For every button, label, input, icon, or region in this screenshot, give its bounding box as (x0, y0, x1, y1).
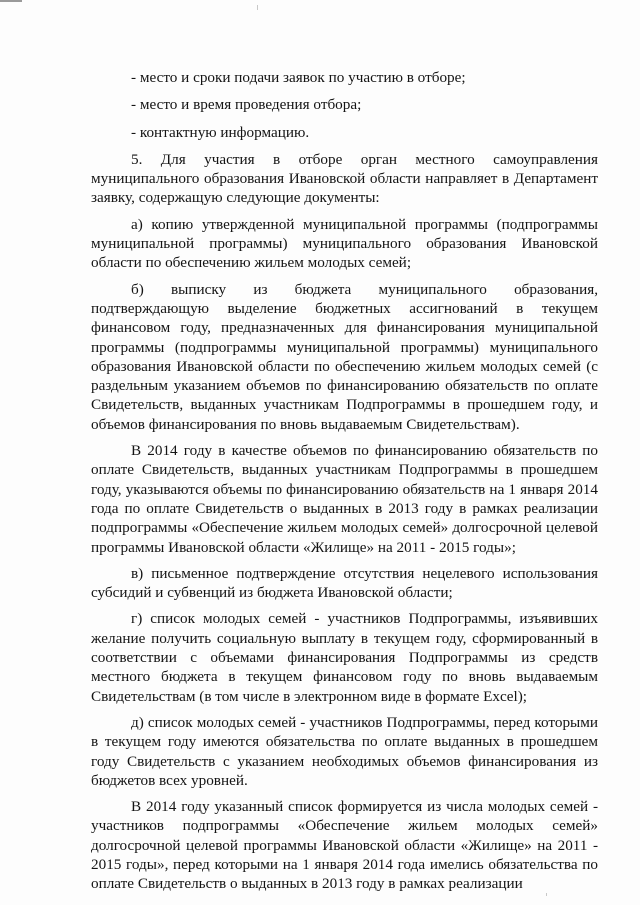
paragraph-2014-obligations: В 2014 году в качестве объемов по финансированию обязательств по оплате Свидетельств, выданных участникам Подпрограммы в прошедшем году, указываются объемы по финансированию обязательств на 1 января 2014 года по оплате Свидетельств о выданных в 2013 году в рамках реализации подпрограммы «Обеспечение жильем молодых семей» долгосрочной целевой программы Ивановской области «Жилище» на 2011 - 2015 годы»; (91, 442, 598, 556)
scan-speck (257, 5, 258, 10)
paragraph-item-5: 5. Для участия в отборе орган местного самоуправления муниципального образования Ивановской области направляет в Департамент заявку, содержащую следующие документы: (91, 150, 598, 207)
list-item-submission-place: - место и сроки подачи заявок по участию в отборе; (131, 69, 466, 86)
subitem-a: а) копию утвержденной муниципальной программы (подпрограммы муниципальной программы) муниципального образования Ивановской области по обеспечению жильем молодых семей; (91, 215, 598, 272)
subitem-v: в) письменное подтверждение отсутствия нецелевого использования субсидий и субвенций из бюджета Ивановской области; (91, 564, 598, 602)
scan-edge-mark (0, 0, 22, 2)
subitem-d: д) список молодых семей - участников Подпрограммы, перед которыми в текущем году имеются обязательства по оплате выданных в прошедшем году Свидетельств с указанием необходимых объемов финансирования из бюджетов всех уровней. (91, 713, 598, 789)
subitem-g: г) список молодых семей - участников Подпрограммы, изъявивших желание получить социальную выплату в текущем году, сформированный в соответствии с объемами финансирования Подпрограммы из средств местного бюджета в текущем финансовом году по вновь выдаваемым Свидетельствам (в том числе в электронном виде в формате Excel); (91, 610, 598, 705)
subitem-b: б) выписку из бюджета муниципального образования, подтверждающую выделение бюджетных ассигнований в текущем финансовом году, предназначенных для финансирования муниципальной программы (подпрограммы муниципальной программы) муниципального образования Ивановской области по обеспечению жильем молодых семей (с раздельным указанием объемов по финансированию обязательств по оплате Свидетельств, выданных участникам Подпрограммы в прошедшем году, и объемов финансирования по вновь выдаваемым Свидетельствам). (91, 280, 598, 433)
list-item-contact-info: - контактную информацию. (131, 123, 310, 141)
paragraph-2014-list: В 2014 году указанный список формируется из числа молодых семей - участников подпрограммы «Обеспечение жильем молодых семей» долгосрочной целевой программы Ивановской области «Жилище» на 2011 - 2015 годы», перед которыми на 1 января 2014 года имелись обязательства по оплате Свидетельств о выданных в 2013 году в рамках реализации (91, 798, 598, 893)
list-item-selection-place: - место и время проведения отбора; (131, 96, 362, 114)
document-body (91, 68, 598, 901)
